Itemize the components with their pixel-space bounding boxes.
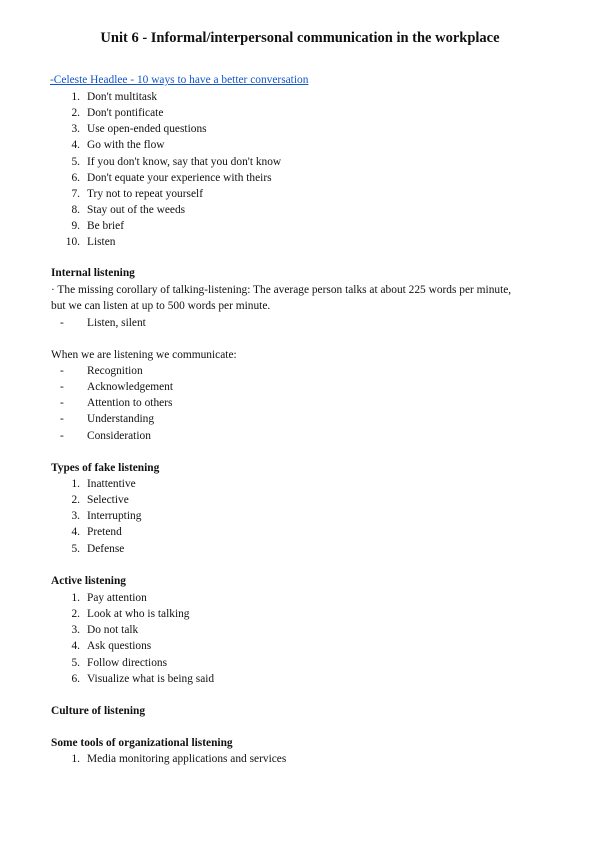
fake-listening-item (0, 524, 600, 540)
list-number: 2. (71, 107, 80, 120)
culture-of-listening-heading: Culture of listening (51, 705, 146, 717)
fake-listening-item-text: Defense (87, 542, 125, 555)
list-dash: - (60, 429, 64, 442)
tools-list (0, 751, 600, 767)
communicate-dash-item-text: Acknowledgement (87, 381, 174, 394)
list-number: 2. (71, 494, 80, 507)
active-listening-item-text: Ask questions (87, 640, 152, 653)
list-number: 4. (71, 139, 80, 152)
ways-list (0, 89, 600, 250)
list-number: 5. (71, 542, 80, 555)
active-listening-heading: Active listening (51, 575, 126, 587)
list-number: 1. (71, 478, 80, 490)
communicate-dash-item (0, 379, 600, 395)
communicate-dash-item (0, 411, 600, 427)
active-listening-item (0, 606, 600, 622)
ways-list-item (0, 218, 600, 234)
fake-listening-item-text: Selective (87, 494, 129, 507)
fake-listening-list (0, 476, 600, 557)
list-dash: - (60, 381, 64, 394)
list-number: 3. (71, 510, 80, 523)
internal-dash-item (0, 315, 600, 331)
ways-list-item (0, 154, 600, 170)
list-dash: - (60, 397, 64, 410)
ways-list-item (0, 202, 600, 218)
list-number: 2. (71, 608, 80, 621)
active-listening-item (0, 590, 600, 606)
list-number: 1. (71, 753, 80, 765)
list-dash: - (60, 317, 64, 329)
ways-list-item-text: Go with the flow (87, 139, 165, 152)
active-listening-item (0, 671, 600, 687)
ways-list-item (0, 137, 600, 153)
communicate-intro: When we are listening we communicate: (51, 349, 237, 361)
ways-list-item-text: Stay out of the weeds (87, 203, 186, 216)
list-number: 5. (71, 656, 80, 669)
ways-list-item-text: Listen (87, 236, 116, 249)
ways-list-item-text: Be brief (87, 220, 125, 233)
ways-list-item (0, 170, 600, 186)
fake-listening-item (0, 476, 600, 492)
list-number: 6. (71, 171, 80, 184)
ways-list-item (0, 186, 600, 202)
fake-listening-heading: Types of fake listening (51, 462, 160, 474)
active-listening-item-text: Follow directions (87, 656, 168, 669)
communicate-dash-item (0, 428, 600, 444)
active-listening-item-text: Do not talk (87, 624, 139, 637)
ways-list-item (0, 121, 600, 137)
ways-list-item-text: Use open-ended questions (87, 123, 207, 136)
ways-list-item-text: Don't multitask (87, 91, 158, 103)
list-number: 7. (71, 187, 80, 200)
tools-heading: Some tools of organizational listening (51, 737, 233, 749)
ways-list-item (0, 234, 600, 250)
list-number: 3. (71, 624, 80, 637)
communicate-dash-item-text: Attention to others (87, 397, 173, 410)
active-listening-item-text: Visualize what is being said (87, 672, 215, 685)
ways-list-item-text: Don't pontificate (87, 107, 164, 120)
list-number: 1. (71, 592, 80, 604)
list-dash: - (60, 413, 64, 426)
internal-listening-dash-list (0, 315, 600, 331)
active-listening-list (0, 590, 600, 687)
fake-listening-item (0, 492, 600, 508)
list-number: 8. (71, 203, 80, 216)
internal-dash-item-text: Listen, silent (87, 317, 146, 329)
ways-list-item (0, 89, 600, 105)
active-listening-item (0, 655, 600, 671)
list-number: 5. (71, 155, 80, 168)
active-listening-item (0, 638, 600, 654)
internal-listening-line-2: but we can listen at up to 500 words per minute. (51, 300, 271, 312)
fake-listening-item-text: Inattentive (87, 478, 136, 490)
ways-list-item-text: If you don't know, say that you don't know (87, 155, 282, 168)
active-listening-item (0, 622, 600, 638)
list-number: 3. (71, 123, 80, 136)
communicate-dash-item-text: Recognition (87, 365, 143, 377)
fake-listening-item (0, 541, 600, 557)
communicate-dash-item (0, 395, 600, 411)
communicate-dash-item-text: Understanding (87, 413, 155, 426)
fake-listening-item-text: Interrupting (87, 510, 142, 523)
ways-list-item (0, 105, 600, 121)
list-number: 10. (65, 236, 80, 249)
tools-item-text: Media monitoring applications and services (87, 753, 287, 765)
internal-listening-line-1: · The missing corollary of talking-listening: The average person talks at about 225 words per minute, (51, 284, 512, 296)
ways-list-item-text: Don't equate your experience with theirs (87, 171, 272, 184)
communicate-dash-list (0, 363, 600, 444)
list-number: 9. (71, 220, 80, 233)
fake-listening-item (0, 508, 600, 524)
internal-listening-heading: Internal listening (51, 267, 135, 279)
ways-list-item-text: Try not to repeat yourself (87, 187, 203, 200)
list-number: 1. (71, 91, 80, 103)
list-number: 4. (71, 526, 80, 539)
fake-listening-item-text: Pretend (87, 526, 122, 539)
list-number: 4. (71, 640, 80, 653)
active-listening-item-text: Pay attention (87, 592, 147, 604)
list-number: 6. (71, 672, 80, 685)
page-title: Unit 6 - Informal/interpersonal communication in the workplace (100, 30, 500, 46)
video-link[interactable]: -Celeste Headlee - 10 ways to have a better conversation (50, 74, 309, 86)
list-dash: - (60, 365, 64, 377)
tools-item (0, 751, 600, 767)
communicate-dash-item (0, 363, 600, 379)
communicate-dash-item-text: Consideration (87, 429, 151, 442)
active-listening-item-text: Look at who is talking (87, 608, 190, 621)
